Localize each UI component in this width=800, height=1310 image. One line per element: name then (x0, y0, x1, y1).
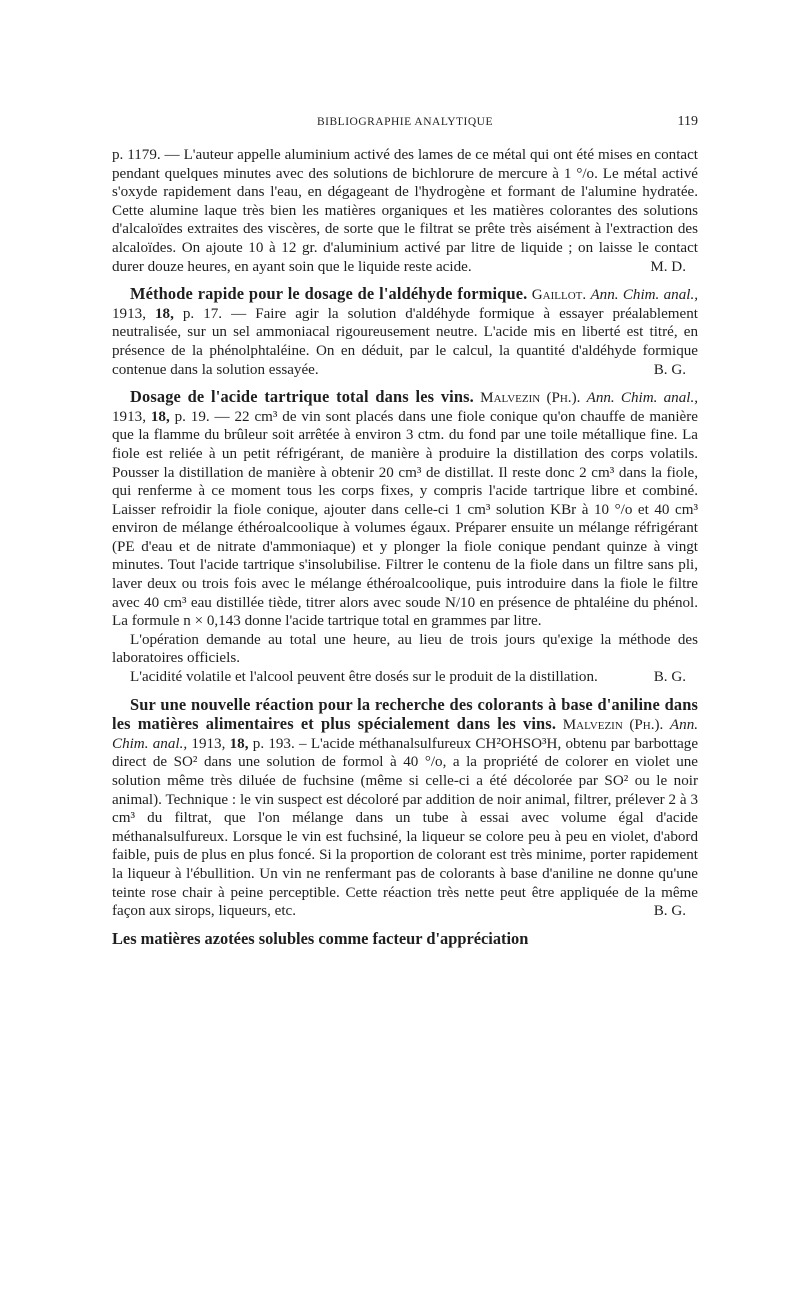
entry-initials: B. G. (653, 669, 686, 686)
entry-paragraph: — Faire agir la solution d'aldéhyde formique à essayer préalablement neutralisée, sur un sel ammoniacal rigoureusement neutre. L'acide mis en liberté est titré, en présence de la phénolphtaléine. On en déduit, par le calcul, la quantité d'aldéhyde formique contenue dans la solution essayée. (112, 305, 698, 378)
entry-aldehyde-formique (112, 285, 698, 379)
entry-author: Malvezin (Ph.). (562, 717, 664, 734)
entry-journal: Ann. Chim. anal., (590, 287, 699, 304)
page-number: 119 (677, 114, 698, 129)
entry-paragraph: — 22 cm³ de vin sont placés dans une fiole conique qu'on chauffe de manière que la flamme du brûleur soit arrêtée à environ 3 ctm. du fond par une toile métallique fine. La fiole est reliée à un petit réfrigérant, de manière à produire la distillation des corps volatils. Pousser la distillation de manière à obtenir 20 cm³ de distillat. Il reste donc 2 cm³ dans la fiole, qui renferme à ce moment tous les corps fixes, y compris l'acide tartrique libre et combiné. Laisser refroidir la fiole conique, ajouter dans celle-ci 1 cm³ solution KBr à 10 °/o et 40 cm³ environ de mélange éthéroalcoolique à volumes égaux. Préparer ensuite un mélange réfrigérant (PE d'eau et de nitrate d'ammoniaque) et y plonger la fiole conique pendant quinze à vingt minutes. Tout l'acide tartrique s'insolubilise. Filtrer le contenu de la fiole dans un filtre sans pli, laver deux ou trois fois avec le mélange éthéroalcoolique, puis introduire dans la fiole le filtre avec 40 cm³ eau distillée tiède, titrer alors avec soude N/10 en présence de phtaléine du phénol. La formule n × 0,143 donne l'acide tartrique total en grammes par litre. (112, 408, 698, 630)
entry-volume: 18, (229, 735, 249, 752)
entry-page: p. 19. (174, 408, 210, 425)
running-title: BIBLIOGRAPHIE ANALYTIQUE (317, 116, 493, 128)
entry-text (112, 388, 698, 631)
entry-title: Méthode rapide pour le dosage de l'aldéhyde formique. (130, 284, 528, 304)
entry-colorants-aniline (112, 696, 698, 921)
entry-text (112, 668, 698, 687)
entry-author: Malvezin (Ph.). (480, 390, 581, 407)
entry-initials: M. D. (650, 258, 686, 275)
running-head (112, 116, 698, 136)
entry-aluminium-continuation (112, 146, 698, 276)
entry-paragraph: – L'acide méthanalsulfureux CH²OHSO³H, obtenu par barbottage direct de SO² dans une solution de formol à 40 °/o, a la propriété de colorer en violet une solution même très diluée de fuchsine (même si celle-ci a été décolorée par SO² ou le noir animal). Technique : le vin suspect est décoloré par addition de noir animal, filtrer, prélever 2 à 3 cm³ du filtrat, que l'on mélange dans un tube à essai avec volume égal d'acide méthanalsulfureux. Lorsque le vin est fuchsiné, la liqueur se colore peu à peu en violet, d'abord faible, puis de plus en plus foncé. Si la proportion de colorant est très minime, porter rapidement la liqueur à l'ébullition. Un vin ne renfermant pas de colorants à base d'aniline ne donne qu'une teinte rose chair à peine perceptible. Cette réaction très nette peut être appliquée de la même façon aux sirops, liqueurs, etc. (112, 735, 699, 920)
entry-year: 1913, (112, 408, 146, 425)
entry-volume: 18, (154, 305, 174, 322)
entry-page: p. 193. (252, 735, 295, 752)
entry-volume: 18, (150, 408, 170, 425)
entry-initials: B. G. (653, 903, 686, 920)
entry-page: p. 17. (182, 305, 223, 322)
entry-year: 1913, (112, 305, 146, 322)
page-body (112, 146, 698, 948)
entry-paragraph: L'opération demande au total une heure, au lieu de trois jours qu'exige la méthode des laboratoires officiels. (112, 631, 698, 667)
entry-initials: B. G. (653, 361, 686, 378)
entry-acide-tartrique (112, 388, 698, 687)
entry-title: Sur une nouvelle réaction pour la recherche des colorants à base d'aniline dans les matières alimentaires et plus spécialement dans les vins. (112, 694, 698, 734)
entry-text (112, 146, 698, 276)
entry-title-matieres-azotees: Les matières azotées solubles comme facteur d'appréciation (112, 928, 529, 948)
entry-paragraph: p. 1179. — L'auteur appelle aluminium activé des lames de ce métal qui ont été mises en contact pendant quelques minutes avec des solutions de bichlorure de mercure à 1 °/o. Le métal activé s'oxyde rapidement dans l'eau, en dégageant de l'hydrogène et formant de l'alumine hydratée. Cette alumine laque très bien les matières organiques et les matières colorantes des solutions d'alcaloïdes extraites des viscères, de sorte que le filtrat se prête très aisément à l'extraction des alcaloïdes. On ajoute 10 à 12 gr. d'aluminium activé par litre de liquide ; on laisse le contact durer douze heures, en ayant soin que le liquide reste acide. (112, 147, 698, 275)
entry-text (112, 696, 698, 921)
entry-year: 1913, (191, 735, 226, 752)
entry-text (112, 285, 698, 379)
entry-author: Gaillot. (531, 287, 587, 304)
entry-journal: Ann. Chim. anal., (586, 390, 698, 407)
entry-journal: Ann. Chim. anal., (112, 717, 699, 752)
entry-paragraph: L'acidité volatile et l'alcool peuvent être dosés sur le produit de la distillation. (130, 669, 598, 686)
entry-title: Dosage de l'acide tartrique total dans les vins. (130, 387, 474, 407)
